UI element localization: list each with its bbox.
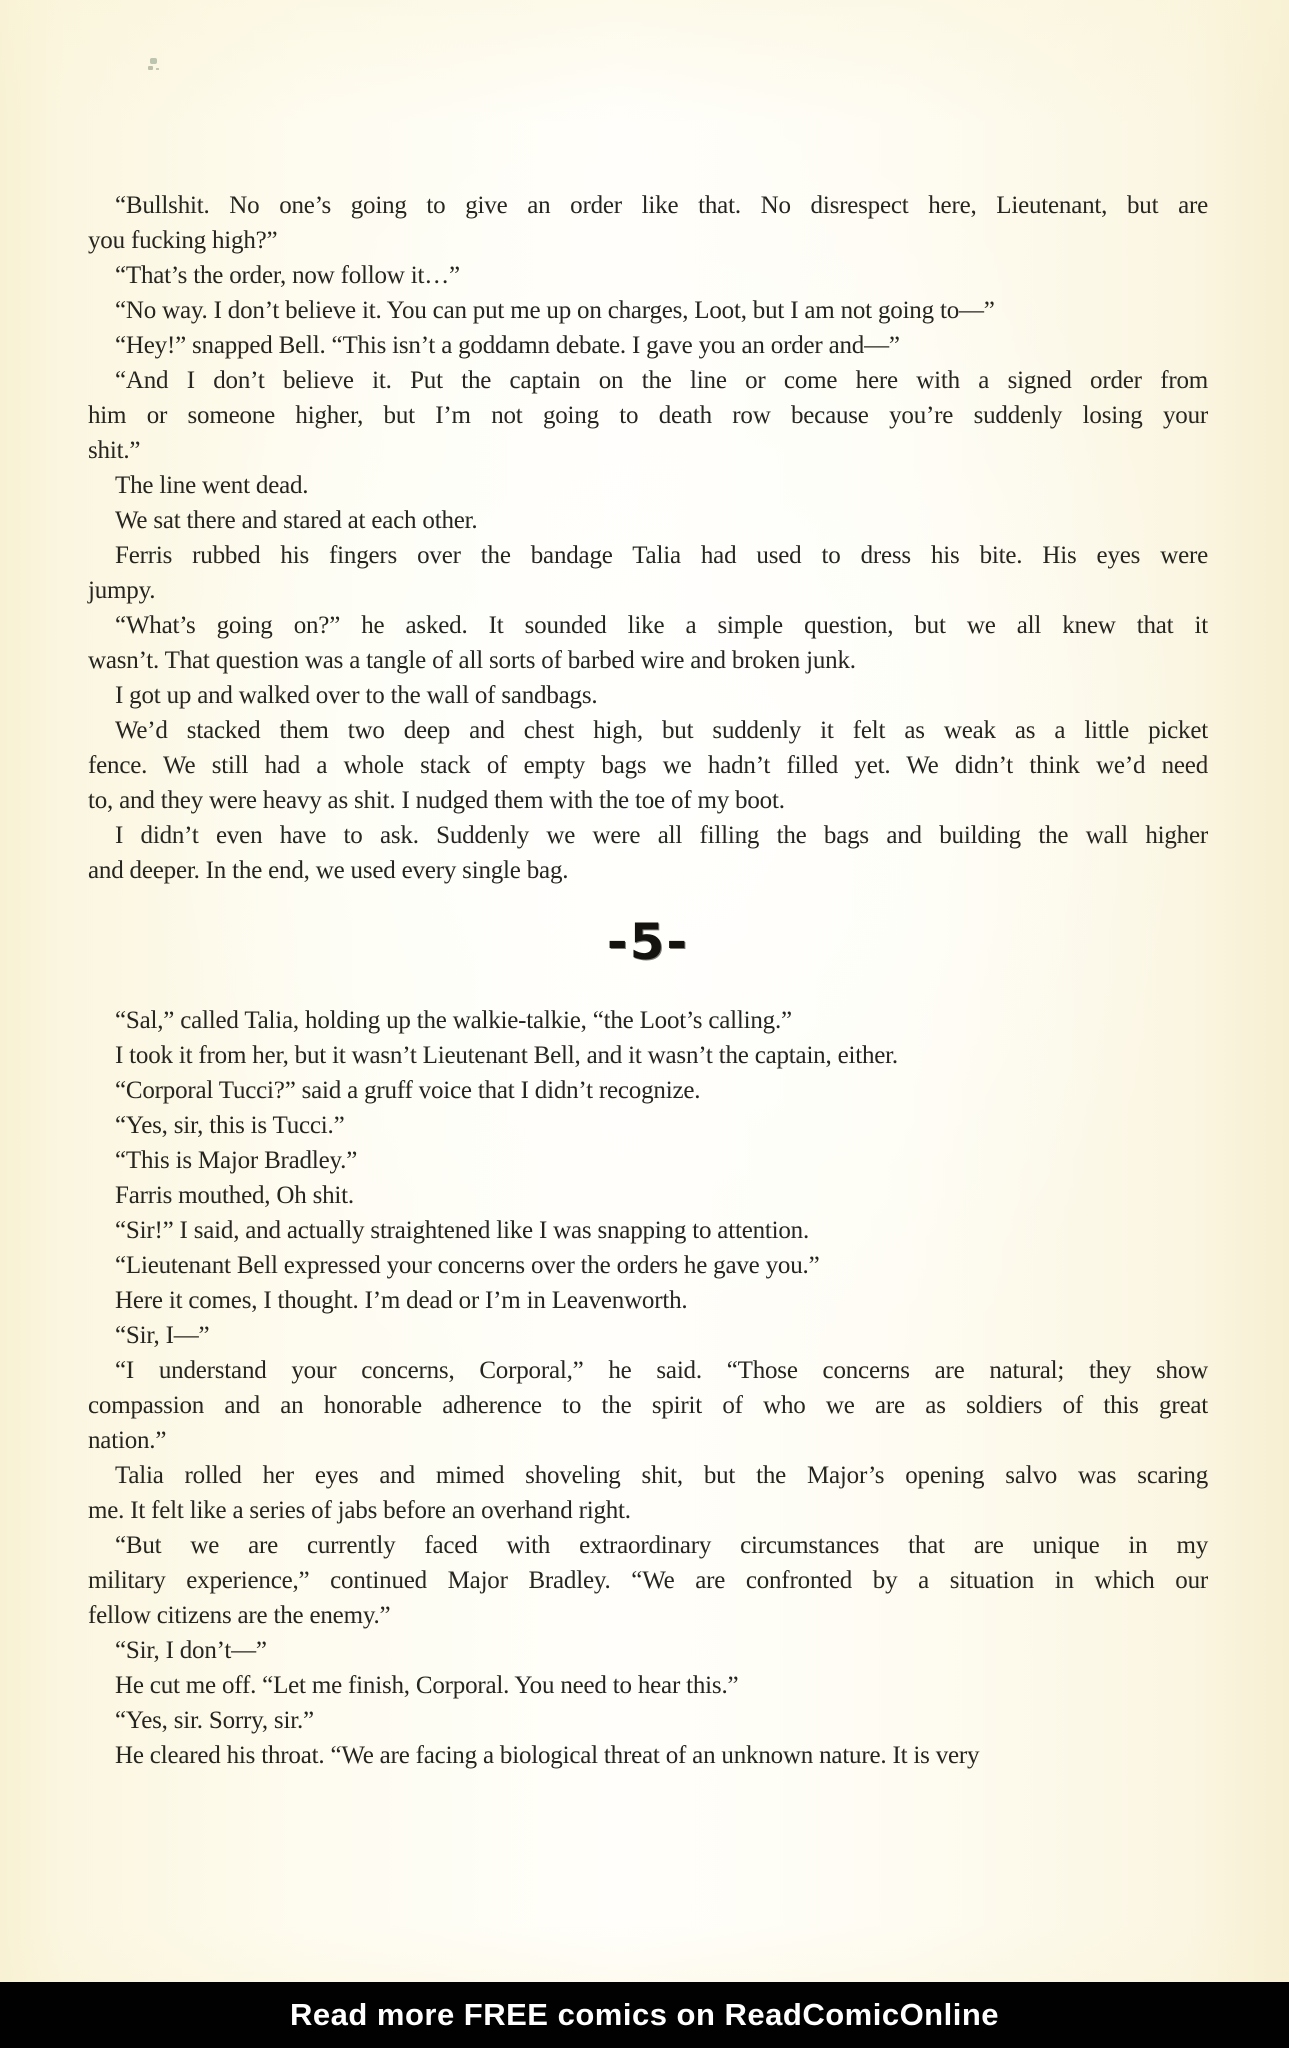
text-line: me. It felt like a series of jabs before an overhand right. <box>88 1497 631 1524</box>
text-line: He cleared his throat. “We are facing a biological threat of an unknown nature. It is very <box>115 1742 980 1769</box>
paper-speck <box>150 58 157 64</box>
text-line: “Corporal Tucci?” said a gruff voice that I didn’t recognize. <box>115 1077 701 1104</box>
text-line: “Bullshit. No one’s going to give an order like that. No disrespect here, Lieutenant, but are <box>115 192 1208 219</box>
chapter-number-heading: -5- <box>606 913 690 971</box>
text-line: compassion and an honorable adherence to the spirit of who we are as soldiers of this great <box>88 1392 1208 1419</box>
text-line: nation.” <box>88 1427 167 1454</box>
text-line: “What’s going on?” he asked. It sounded like a simple question, but we all knew that it <box>115 612 1208 639</box>
text-line: I didn’t even have to ask. Suddenly we were all filling the bags and building the wall higher <box>115 822 1208 849</box>
text-line: I got up and walked over to the wall of sandbags. <box>115 682 598 709</box>
text-line: I took it from her, but it wasn’t Lieutenant Bell, and it wasn’t the captain, either. <box>115 1042 898 1069</box>
text-line: jumpy. <box>88 577 156 604</box>
text-line: “I understand your concerns, Corporal,” he said. “Those concerns are natural; they show <box>115 1357 1208 1384</box>
text-line: and deeper. In the end, we used every single bag. <box>88 857 569 884</box>
footer-promo-text: Read more FREE comics on ReadComicOnline <box>289 1997 1000 2032</box>
text-line: Ferris rubbed his fingers over the bandage Talia had used to dress his bite. His eyes were <box>115 542 1208 569</box>
footer-banner <box>0 1982 1289 2048</box>
text-line: “Sal,” called Talia, holding up the walkie-talkie, “the Loot’s calling.” <box>115 1007 792 1034</box>
text-line: “No way. I don’t believe it. You can put me up on charges, Loot, but I am not going to—” <box>115 297 995 324</box>
text-line: “Sir, I—” <box>115 1322 210 1349</box>
text-line: Here it comes, I thought. I’m dead or I’m in Leavenworth. <box>115 1287 688 1314</box>
text-line: military experience,” continued Major Bradley. “We are confronted by a situation in which our <box>88 1567 1208 1594</box>
paragraphs-before-heading <box>88 188 1208 888</box>
text-line: to, and they were heavy as shit. I nudged them with the toe of my boot. <box>88 787 785 814</box>
text-line: “That’s the order, now follow it…” <box>115 262 460 289</box>
text-line: He cut me off. “Let me finish, Corporal. You need to hear this.” <box>115 1672 739 1699</box>
text-line: “Lieutenant Bell expressed your concerns over the orders he gave you.” <box>115 1252 820 1279</box>
text-line: “Sir, I don’t—” <box>115 1637 267 1664</box>
text-line: “Hey!” snapped Bell. “This isn’t a goddamn debate. I gave you an order and—” <box>115 332 900 359</box>
text-line: The line went dead. <box>115 472 309 499</box>
text-line: “Sir!” I said, and actually straightened like I was snapping to attention. <box>115 1217 810 1244</box>
text-line: Farris mouthed, Oh shit. <box>115 1182 354 1209</box>
text-line: “But we are currently faced with extraordinary circumstances that are unique in my <box>115 1532 1208 1559</box>
text-line: We sat there and stared at each other. <box>115 507 478 534</box>
text-line: you fucking high?” <box>88 227 278 254</box>
text-line: Talia rolled her eyes and mimed shoveling shit, but the Major’s opening salvo was scaring <box>115 1462 1208 1489</box>
text-line: “And I don’t believe it. Put the captain on the line or come here with a signed order from <box>115 367 1208 394</box>
paragraphs-after-heading <box>88 1003 1208 1773</box>
text-line: We’d stacked them two deep and chest high, but suddenly it felt as weak as a little picket <box>115 717 1208 744</box>
text-line: “Yes, sir, this is Tucci.” <box>115 1112 345 1139</box>
text-line: shit.” <box>88 437 141 464</box>
text-line: “This is Major Bradley.” <box>115 1147 358 1174</box>
text-line: fellow citizens are the enemy.” <box>88 1602 391 1629</box>
text-line: fence. We still had a whole stack of empty bags we hadn’t filled yet. We didn’t think we’d need <box>88 752 1208 779</box>
text-line: wasn’t. That question was a tangle of all sorts of barbed wire and broken junk. <box>88 647 856 674</box>
text-line: “Yes, sir. Sorry, sir.” <box>115 1707 314 1734</box>
book-text <box>88 188 1208 1773</box>
text-line: him or someone higher, but I’m not going to death row because you’re suddenly losing your <box>88 402 1208 429</box>
